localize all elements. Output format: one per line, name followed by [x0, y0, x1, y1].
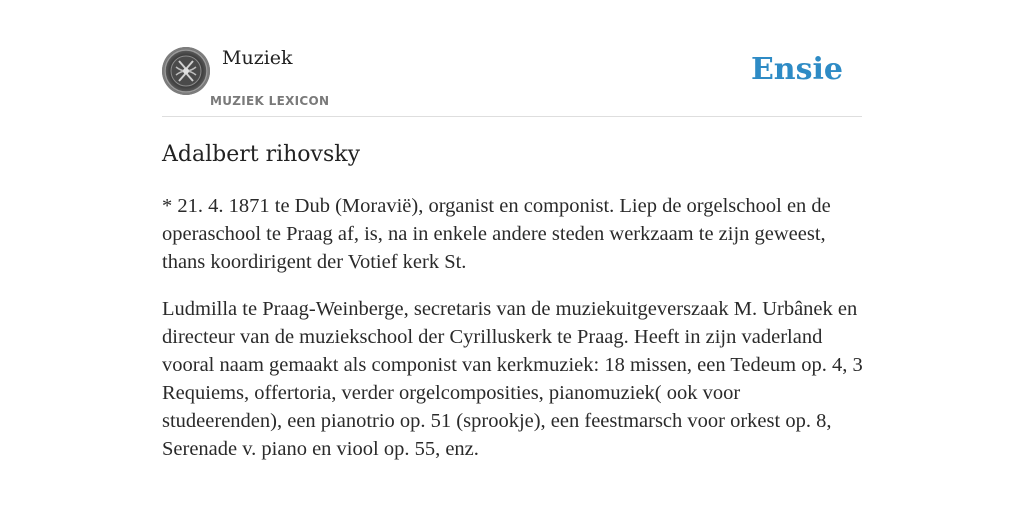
site-name[interactable]: Muziek: [222, 47, 293, 69]
site-subtitle[interactable]: MUZIEK LEXICON: [210, 94, 330, 108]
article-title: Adalbert rihovsky: [162, 142, 361, 167]
brand-logo[interactable]: Ensie: [750, 52, 843, 87]
music-emblem-icon[interactable]: [162, 47, 210, 95]
article-paragraph: * 21. 4. 1871 te Dub (Moravië), organist en componist. Liep de orgelschool en de operaschool te Praag af, is, na in enkele andere steden werkzaam te zijn geweest, thans koordirigent der Votief kerk St.: [162, 195, 831, 273]
article-paragraph: Ludmilla te Praag-Weinberge, secretaris van de muziekuitgeverszaak M. Urbânek en directeur van de muziekschool der Cyrilluskerk te Praag. Heeft in zijn vaderland vooral naam gemaakt als componist van kerkmuziek: 18 missen, een Tedeum op. 4, 3 Requiems, offertoria, verder orgelcomposities, pianomuziek( ook voor studeerenden), een pianotrio op. 51 (sprookje), een feestmarsch voor orkest op. 8, Serenade v. piano en viool op. 55, enz.: [162, 298, 863, 460]
site-header: [162, 0, 862, 117]
